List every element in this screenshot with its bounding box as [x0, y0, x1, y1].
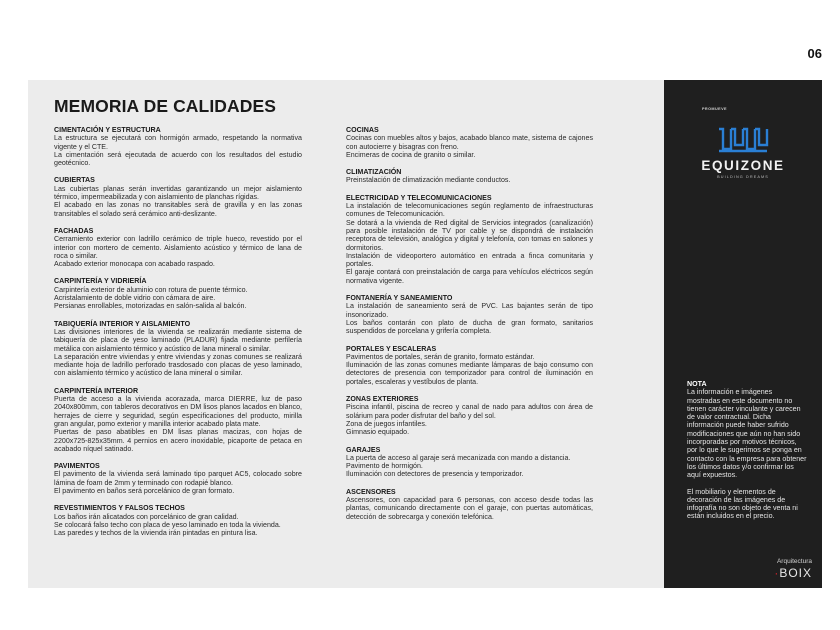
spec-section — [346, 488, 593, 521]
left-column — [54, 126, 302, 546]
spec-section — [54, 320, 302, 378]
section-text: La separación entre viviendas y entre viviendas y zonas comunes se realizará mediante hoja de ladrillo perforado trasdosado con placas de yeso laminado, con aislamiento térmico y acústico de lana mineral o similar. — [54, 352, 302, 378]
spec-section — [346, 395, 593, 436]
architect-brand: BOIX — [779, 566, 812, 580]
section-text: Gimnasio equipado. — [346, 428, 410, 437]
note-title: NOTA — [687, 380, 707, 388]
section-text: Se dotará a la vivienda de Red digital de Servicios integrados (canalización) para posible instalación de TV por cable y se dispondrá de instalación receptora de televisión, analógica y digital y telefonía, con tomas en salones y dormitorios. — [346, 218, 593, 252]
page-title: MEMORIA DE CALIDADES — [54, 96, 277, 116]
architect-logo — [774, 566, 812, 580]
section-text: Los baños irán alicatados con porcelánico de gran calidad. — [54, 512, 239, 521]
spec-section — [54, 462, 302, 495]
section-text: La instalación de saneamiento será de PVC. Las bajantes serán de tipo insonorizado. — [346, 302, 593, 319]
section-text: Iluminación con detectores de presencia y temporizador. — [346, 470, 524, 479]
spec-section — [346, 294, 593, 335]
spec-section — [54, 227, 302, 268]
section-text: Persianas enrollables, motorizadas en salón-salida al balcón. — [54, 302, 247, 311]
disclaimer-note — [687, 380, 807, 529]
spec-section — [54, 277, 302, 310]
spec-section — [346, 446, 593, 479]
content-panel — [28, 80, 664, 588]
section-text: Las cubiertas planas serán invertidas garantizando un mejor aislamiento térmico, impermeabilizada y con aislamiento de planchas rígidas. — [54, 184, 302, 202]
section-heading: GARAJES — [346, 445, 381, 454]
section-text: El acabado en las zonas no transitables será de gravilla y en las zonas transitables el solado será cerámico anti-deslizante. — [54, 201, 302, 218]
section-heading: CARPINTERÍA INTERIOR — [54, 386, 139, 395]
section-heading: FACHADAS — [54, 226, 94, 235]
spec-section — [346, 345, 593, 386]
architect-label: Arquitectura — [776, 558, 812, 565]
section-text: Cerramiento exterior con ladrillo cerámico de triple hueco, revestido por el interior con mortero de cemento. Aislamiento acústico y térmico de lana de roca o similar. — [54, 235, 302, 260]
section-text: Puertas de paso abatibles en DM lisas planas macizas, con hojas de 2200x725-825x35mm. 4 pernios en acero inoxidable, picaporte de petaca en acabado níquel satinado. — [54, 428, 302, 453]
spec-section — [346, 126, 593, 159]
spec-section — [54, 387, 302, 453]
section-text: Iluminación de las zonas comunes mediante lámparas de bajo consumo con detectores de presencia con temporizador para control de iluminación en portales, escaleras y vestíbulos de planta. — [346, 361, 593, 386]
section-heading: PAVIMENTOS — [54, 462, 100, 471]
spec-section — [54, 504, 302, 537]
section-text: El garaje contará con preinstalación de carga para vehículos eléctricos según normativa vigente. — [346, 268, 593, 285]
section-text: Carpintería exterior de aluminio con rotura de puente térmico. — [54, 285, 248, 294]
section-heading: TABIQUERÍA INTERIOR Y AISLAMIENTO — [54, 319, 191, 328]
section-text: La puerta de acceso al garaje será mecanizada con mando a distancia. — [346, 453, 571, 462]
section-text: Puerta de acceso a la vivienda acorazada, marca DIERRE, luz de paso 2040x800mm, con tableros decorativos en DM lisos planos lacados en blanco, herrajes de cierre y seguridad, según especificaciones del producto, mirilla gran angular, pomo exterior y manilla interior acabado plata mate. — [54, 395, 302, 428]
section-heading: COCINAS — [346, 126, 379, 134]
section-text: La estructura se ejecutará con hormigón armado, respetando la normativa vigente y el CTE. — [54, 134, 302, 151]
section-heading: ELECTRICIDAD Y TELECOMUNICACIONES — [346, 193, 492, 202]
brand-name: EQUIZONE — [701, 158, 785, 173]
section-text: El pavimento en baños será porcelánico de gran formato. — [54, 486, 235, 495]
section-text: Cocinas con muebles altos y bajos, acabado blanco mate, sistema de cajones con autocierre y bisagras con freno. — [346, 134, 593, 151]
section-text: Piscina infantil, piscina de recreo y canal de nado para adultos con área de solárium para poder disfrutar del baño y del sol. — [346, 403, 593, 420]
brand-tagline: BUILDING DREAMS — [717, 175, 769, 179]
section-heading: PORTALES Y ESCALERAS — [346, 344, 437, 353]
equizone-logo-icon — [717, 123, 769, 158]
sidebar — [664, 80, 822, 588]
spec-section — [54, 176, 302, 217]
section-heading: REVESTIMIENTOS Y FALSOS TECHOS — [54, 504, 185, 513]
section-heading: CARPINTERÍA Y VIDRIERÍA — [54, 277, 147, 286]
note-paragraph: La información e imágenes mostradas en este documento no tienen carácter vinculante y carecen de valor contractual. Dicha información puede haber sufrido modificaciones que aún no han sido incorporadas por motivos técnicos, por lo que le sugerimos se ponga en contacto con la empresa para obtener los últimos datos y/o confirmar los aquí expuestos. — [687, 388, 807, 480]
right-column — [346, 126, 593, 530]
section-text: Se colocará falso techo con placa de yeso laminado en toda la vivienda. — [54, 520, 281, 529]
section-text: Las divisiones interiores de la vivienda se realizarán mediante sistema de tabiquería de placa de yeso laminado (PLADUR) fijada mediante perfilería metálica con aislamiento térmico y acústico de lana mineral o similar. — [54, 327, 302, 353]
section-text: Los baños contarán con plato de ducha de gran formato, sanitarios suspendidos de porcelana y grifería completa. — [346, 318, 593, 336]
section-heading: ASCENSORES — [346, 487, 396, 496]
spec-section — [346, 168, 593, 185]
section-heading: CLIMATIZACIÓN — [346, 168, 402, 177]
spec-section — [346, 194, 593, 285]
page-number: 06 — [807, 46, 822, 61]
section-text: El pavimento de la vivienda será laminado tipo parquet AC5, colocado sobre lámina de foam de 2mm y terminado con rodapié blanco. — [54, 470, 302, 487]
section-text: Preinstalación de climatización mediante conductos. — [346, 176, 511, 185]
promueve-label: PROMUEVE — [702, 107, 727, 111]
note-paragraph: El mobiliario y elementos de decoración de las imágenes de infografía no son objeto de venta ni están incluidos en el precio. — [687, 487, 798, 521]
section-text: Las paredes y techos de la vivienda irán pintadas en pintura lisa. — [54, 529, 258, 538]
section-heading: CIMENTACIÓN Y ESTRUCTURA — [54, 126, 161, 134]
section-text: Pavimentos de portales, serán de granito, formato estándar. — [346, 352, 535, 361]
spec-section — [54, 126, 302, 167]
section-text: Pavimento de hormigón. — [346, 462, 423, 471]
section-text: Acabado exterior monocapa con acabado raspado. — [54, 260, 215, 269]
section-text: Instalación de videoportero automático en entrada a finca comunitaria y portales. — [346, 251, 593, 269]
section-text: Zona de juegos infantiles. — [346, 419, 427, 428]
section-heading: FONTANERÍA Y SANEAMIENTO — [346, 294, 453, 303]
section-heading: ZONAS EXTERIORES — [346, 395, 419, 404]
section-text: Acristalamiento de doble vidrio con cámara de aire. — [54, 294, 216, 303]
architect-dot-icon: · — [774, 566, 780, 580]
section-text: La cimentación será ejecutada de acuerdo con los resultados del estudio geotécnico. — [54, 150, 302, 168]
section-text: Ascensores, con capacidad para 6 personas, con acceso desde todas las plantas, comunicando directamente con el garaje, con puertas automáticas, detección de sobrecarga y conexión telefónica. — [346, 495, 593, 521]
section-heading: CUBIERTAS — [54, 176, 95, 185]
section-text: La instalación de telecomunicaciones según reglamento de infraestructuras comunes de Telecomunicación. — [346, 202, 593, 219]
section-text: Encimeras de cocina de granito o similar. — [346, 150, 476, 159]
